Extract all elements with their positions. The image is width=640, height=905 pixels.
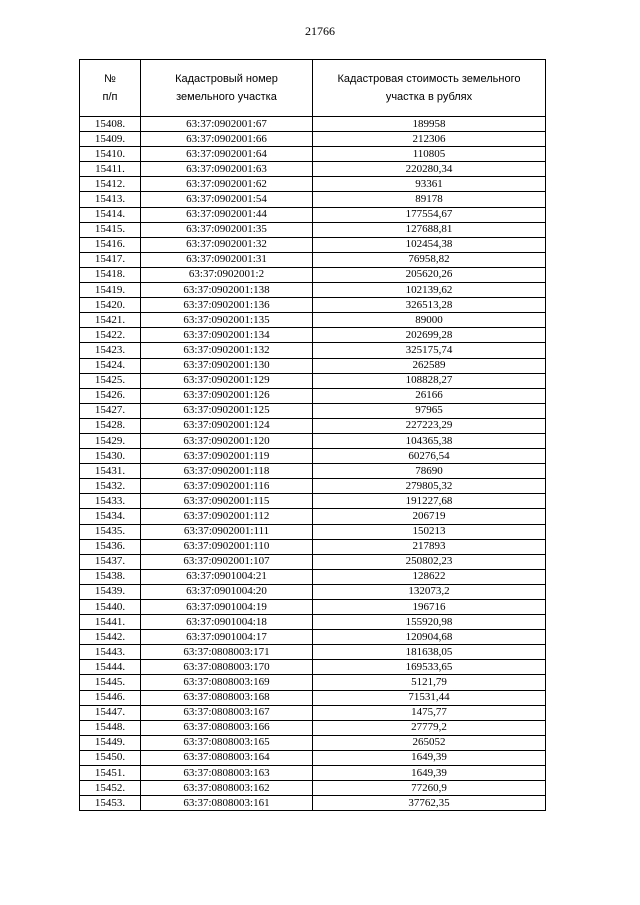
cadastral-number-cell: 63:37:0902001:118 [141,464,313,479]
cadastral-number-cell: 63:37:0902001:62 [141,177,313,192]
cadastral-value-cell: 279805,32 [313,479,546,494]
cadastral-value-cell: 205620,26 [313,267,546,282]
row-number-cell: 15432. [80,479,141,494]
cadastral-value-cell: 93361 [313,177,546,192]
cadastral-value-cell: 78690 [313,464,546,479]
cadastral-number-cell: 63:37:0902001:66 [141,132,313,147]
row-number-cell: 15442. [80,630,141,645]
table-row [80,373,546,388]
cadastral-value-cell: 89000 [313,313,546,328]
table-row [80,675,546,690]
row-number-cell: 15424. [80,358,141,373]
cadastral-number-cell: 63:37:0901004:19 [141,600,313,615]
table-row [80,418,546,433]
cadastral-value-cell: 189958 [313,117,546,132]
cadastral-number-cell: 63:37:0902001:135 [141,313,313,328]
header-cadastral-value [313,60,546,117]
row-number-cell: 15438. [80,569,141,584]
cadastral-value-cell: 220280,34 [313,162,546,177]
row-number-cell: 15408. [80,117,141,132]
cadastral-value-table [79,59,546,811]
cadastral-number-cell: 63:37:0808003:166 [141,720,313,735]
header-cadastral-number-line1: Кадастровый номер [175,73,278,85]
row-number-cell: 15447. [80,705,141,720]
row-number-cell: 15420. [80,298,141,313]
cadastral-value-cell: 326513,28 [313,298,546,313]
cadastral-number-cell: 63:37:0902001:129 [141,373,313,388]
cadastral-value-cell: 27779,2 [313,720,546,735]
row-number-cell: 15413. [80,192,141,207]
table-row [80,207,546,222]
cadastral-number-cell: 63:37:0902001:134 [141,328,313,343]
row-number-cell: 15440. [80,600,141,615]
table-row [80,117,546,132]
table-row [80,584,546,599]
cadastral-number-cell: 63:37:0902001:31 [141,252,313,267]
cadastral-number-cell: 63:37:0902001:63 [141,162,313,177]
table-row [80,298,546,313]
row-number-cell: 15445. [80,675,141,690]
cadastral-value-cell: 191227,68 [313,494,546,509]
cadastral-value-cell: 250802,23 [313,554,546,569]
cadastral-number-cell: 63:37:0902001:2 [141,267,313,282]
row-number-cell: 15428. [80,418,141,433]
table-row [80,237,546,252]
cadastral-value-cell: 120904,68 [313,630,546,645]
table-row [80,554,546,569]
cadastral-number-cell: 63:37:0902001:132 [141,343,313,358]
table-row [80,449,546,464]
cadastral-number-cell: 63:37:0808003:167 [141,705,313,720]
table-row [80,132,546,147]
cadastral-number-cell: 63:37:0902001:136 [141,298,313,313]
table-row [80,796,546,811]
cadastral-value-cell: 1649,39 [313,750,546,765]
row-number-cell: 15437. [80,554,141,569]
row-number-cell: 15416. [80,237,141,252]
table-row [80,705,546,720]
table-row [80,222,546,237]
table-row [80,162,546,177]
cadastral-value-cell: 37762,35 [313,796,546,811]
row-number-cell: 15422. [80,328,141,343]
cadastral-value-cell: 1649,39 [313,766,546,781]
cadastral-number-cell: 63:37:0808003:165 [141,735,313,750]
row-number-cell: 15426. [80,388,141,403]
cadastral-number-cell: 63:37:0902001:126 [141,388,313,403]
row-number-cell: 15435. [80,524,141,539]
cadastral-number-cell: 63:37:0902001:112 [141,509,313,524]
cadastral-number-cell: 63:37:0902001:111 [141,524,313,539]
row-number-cell: 15415. [80,222,141,237]
table-row [80,192,546,207]
header-cadastral-value-line2: участка в рублях [385,91,473,103]
row-number-cell: 15412. [80,177,141,192]
row-number-cell: 15446. [80,690,141,705]
table-row [80,781,546,796]
cadastral-number-cell: 63:37:0902001:119 [141,449,313,464]
table-row [80,343,546,358]
cadastral-value-cell: 217893 [313,539,546,554]
row-number-cell: 15448. [80,720,141,735]
cadastral-value-cell: 97965 [313,403,546,418]
cadastral-value-cell: 169533,65 [313,660,546,675]
table-row [80,388,546,403]
row-number-cell: 15417. [80,252,141,267]
cadastral-value-cell: 212306 [313,132,546,147]
row-number-cell: 15423. [80,343,141,358]
table-row [80,750,546,765]
cadastral-value-cell: 60276,54 [313,449,546,464]
table-row [80,479,546,494]
cadastral-value-cell: 89178 [313,192,546,207]
table-row [80,267,546,282]
row-number-cell: 15421. [80,313,141,328]
cadastral-value-cell: 26166 [313,388,546,403]
cadastral-value-cell: 102139,62 [313,283,546,298]
table-row [80,509,546,524]
header-row-number-line2: п/п [102,91,118,103]
row-number-cell: 15449. [80,735,141,750]
cadastral-number-cell: 63:37:0808003:162 [141,781,313,796]
row-number-cell: 15414. [80,207,141,222]
cadastral-value-cell: 110805 [313,147,546,162]
row-number-cell: 15411. [80,162,141,177]
row-number-cell: 15410. [80,147,141,162]
cadastral-number-cell: 63:37:0902001:125 [141,403,313,418]
cadastral-value-cell: 262589 [313,358,546,373]
cadastral-value-cell: 104365,38 [313,433,546,448]
row-number-cell: 15430. [80,449,141,464]
cadastral-number-cell: 63:37:0808003:168 [141,690,313,705]
header-cadastral-number [141,60,313,117]
row-number-cell: 15453. [80,796,141,811]
cadastral-value-cell: 77260,9 [313,781,546,796]
cadastral-number-cell: 63:37:0901004:17 [141,630,313,645]
cadastral-number-cell: 63:37:0902001:64 [141,147,313,162]
row-number-cell: 15419. [80,283,141,298]
table-row [80,494,546,509]
cadastral-number-cell: 63:37:0902001:116 [141,479,313,494]
page-number: 21766 [305,24,335,38]
row-number-cell: 15425. [80,373,141,388]
header-row-number-line1: № [104,73,116,85]
table-row [80,358,546,373]
table-row [80,766,546,781]
cadastral-number-cell: 63:37:0902001:120 [141,433,313,448]
row-number-cell: 15444. [80,660,141,675]
table-row [80,283,546,298]
cadastral-value-cell: 108828,27 [313,373,546,388]
row-number-cell: 15429. [80,433,141,448]
cadastral-value-cell: 227223,29 [313,418,546,433]
cadastral-number-cell: 63:37:0808003:161 [141,796,313,811]
cadastral-number-cell: 63:37:0902001:54 [141,192,313,207]
cadastral-value-cell: 102454,38 [313,237,546,252]
cadastral-number-cell: 63:37:0902001:44 [141,207,313,222]
row-number-cell: 15436. [80,539,141,554]
row-number-cell: 15418. [80,267,141,282]
cadastral-number-cell: 63:37:0902001:115 [141,494,313,509]
table-row [80,690,546,705]
cadastral-number-cell: 63:37:0902001:67 [141,117,313,132]
cadastral-value-cell: 196716 [313,600,546,615]
cadastral-number-cell: 63:37:0902001:124 [141,418,313,433]
cadastral-number-cell: 63:37:0808003:170 [141,660,313,675]
cadastral-value-cell: 177554,67 [313,207,546,222]
cadastral-value-cell: 181638,05 [313,645,546,660]
table-row [80,147,546,162]
cadastral-value-cell: 128622 [313,569,546,584]
row-number-cell: 15452. [80,781,141,796]
cadastral-number-cell: 63:37:0902001:107 [141,554,313,569]
cadastral-number-cell: 63:37:0901004:20 [141,584,313,599]
table-row [80,252,546,267]
cadastral-value-cell: 202699,28 [313,328,546,343]
row-number-cell: 15441. [80,615,141,630]
cadastral-value-cell: 325175,74 [313,343,546,358]
cadastral-number-cell: 63:37:0808003:171 [141,645,313,660]
table-row [80,600,546,615]
table-row [80,313,546,328]
cadastral-value-cell: 150213 [313,524,546,539]
table-row [80,630,546,645]
cadastral-number-cell: 63:37:0808003:163 [141,766,313,781]
cadastral-value-cell: 206719 [313,509,546,524]
row-number-cell: 15434. [80,509,141,524]
row-number-cell: 15409. [80,132,141,147]
header-cadastral-value-line1: Кадастровая стоимость земельного [337,73,521,85]
row-number-cell: 15451. [80,766,141,781]
header-row-number [80,60,141,117]
table-row [80,403,546,418]
header-cadastral-number-line2: земельного участка [176,91,277,103]
table-row [80,645,546,660]
row-number-cell: 15433. [80,494,141,509]
row-number-cell: 15427. [80,403,141,418]
row-number-cell: 15431. [80,464,141,479]
table-row [80,569,546,584]
table-header-row [80,60,546,117]
table-row [80,735,546,750]
cadastral-value-cell: 76958,82 [313,252,546,267]
row-number-cell: 15443. [80,645,141,660]
cadastral-value-cell: 1475,77 [313,705,546,720]
cadastral-number-cell: 63:37:0902001:32 [141,237,313,252]
row-number-cell: 15439. [80,584,141,599]
cadastral-number-cell: 63:37:0902001:110 [141,539,313,554]
cadastral-number-cell: 63:37:0901004:21 [141,569,313,584]
cadastral-number-cell: 63:37:0808003:169 [141,675,313,690]
cadastral-value-cell: 71531,44 [313,690,546,705]
cadastral-number-cell: 63:37:0808003:164 [141,750,313,765]
cadastral-number-cell: 63:37:0902001:138 [141,283,313,298]
table-row [80,615,546,630]
table-row [80,660,546,675]
table-row [80,328,546,343]
cadastral-number-cell: 63:37:0902001:130 [141,358,313,373]
table-body [80,117,546,811]
table-row [80,539,546,554]
table-row [80,464,546,479]
cadastral-value-cell: 132073,2 [313,584,546,599]
cadastral-value-cell: 265052 [313,735,546,750]
table-row [80,433,546,448]
cadastral-number-cell: 63:37:0902001:35 [141,222,313,237]
row-number-cell: 15450. [80,750,141,765]
table-row [80,720,546,735]
cadastral-value-cell: 155920,98 [313,615,546,630]
cadastral-number-cell: 63:37:0901004:18 [141,615,313,630]
cadastral-value-cell: 127688,81 [313,222,546,237]
table-row [80,524,546,539]
table-row [80,177,546,192]
cadastral-value-cell: 5121,79 [313,675,546,690]
